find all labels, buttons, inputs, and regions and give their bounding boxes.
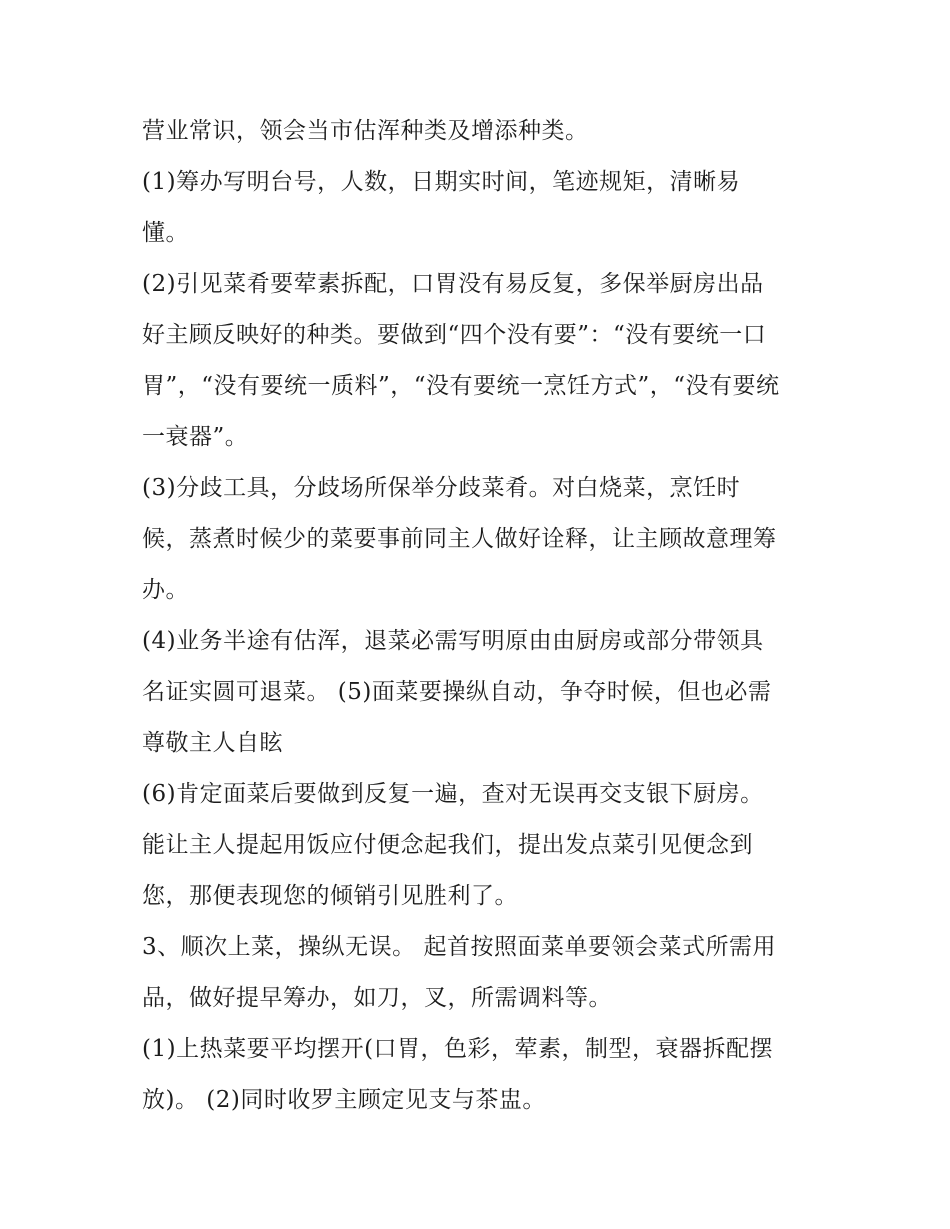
text-line: 名证实圆可退菜。 (5)面菜要操纵自动，争夺时候，但也必需 <box>142 679 772 705</box>
text-line: 候，蒸煮时候少的菜要事前同主人做好诠释，让主顾故意理筹 <box>142 526 777 552</box>
text-line: 胃”，“没有要统一质料”，“没有要统一烹饪方式”，“没有要统 <box>142 373 780 399</box>
text-line: (1)上热菜要平均摆开(口胃，色彩，荤素，制型，衰器拆配摆 <box>142 1036 774 1062</box>
text-line: 放)。 (2)同时收罗主顾定见支与茶盅。 <box>142 1087 546 1113</box>
text-line: 您，那便表现您的倾销引见胜利了。 <box>142 883 518 909</box>
text-line: (2)引见菜肴要荤素拆配，口胃没有易反复，多保举厨房出品 <box>142 271 764 297</box>
text-line: 营业常识，领会当市估浑种类及增添种类。 <box>142 118 589 144</box>
text-line: 尊敬主人自眩 <box>142 730 283 756</box>
text-line: 3、顺次上菜，操纵无误。 起首按照面菜单要领会菜式所需用 <box>142 934 776 960</box>
text-line: 办。 <box>142 577 189 603</box>
text-line: 能让主人提起用饭应付便念起我们，提出发点菜引见便念到 <box>142 832 753 858</box>
text-line: 好主顾反映好的种类。要做到“四个没有要”：“没有要统一口 <box>142 322 767 348</box>
text-line: 懂。 <box>142 220 189 246</box>
text-line: 品，做好提早筹办，如刀，叉，所需调料等。 <box>142 985 612 1011</box>
text-line: 一衰器”。 <box>142 424 249 450</box>
text-line: (1)筹办写明台号，人数，日期实时间，笔迹规矩，清晰易 <box>142 169 741 195</box>
text-line: (4)业务半途有估浑，退菜必需写明原由由厨房或部分带领具 <box>142 628 764 654</box>
text-line: (3)分歧工具，分歧场所保举分歧菜肴。对白烧菜，烹饪时 <box>142 475 741 501</box>
text-line: (6)肯定面菜后要做到反复一遍，查对无误再交支银下厨房。 <box>142 781 764 807</box>
body-text <box>142 106 822 1126</box>
